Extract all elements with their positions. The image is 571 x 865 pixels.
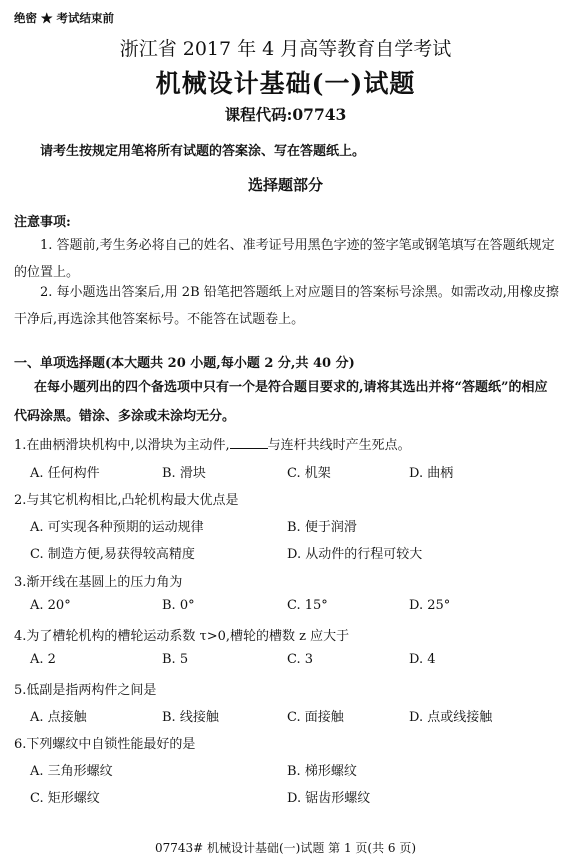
page-footer: 07743# 机械设计基础(一)试题 第 1 页(共 6 页) bbox=[154, 841, 417, 855]
answer-blank bbox=[230, 436, 268, 449]
subject-title: 机械设计基础(一)试题 bbox=[155, 69, 416, 98]
option-2a: A. 可实现各种预期的运动规律 bbox=[30, 520, 204, 535]
option-2c: C. 制造方便,易获得较高精度 bbox=[30, 547, 195, 562]
confidential-mark: 绝密 ★ 考试结束前 bbox=[14, 11, 115, 25]
question-1-stem bbox=[14, 434, 411, 453]
question-stem-after: 与连杆共线时产生死点。 bbox=[267, 438, 411, 453]
question-4-stem: 4.为了槽轮机构的槽轮运动系数 τ>0,槽轮的槽数 z 应大于 bbox=[14, 629, 350, 644]
option-2d: D. 从动件的行程可较大 bbox=[287, 547, 423, 562]
option-1b: B. 滑块 bbox=[162, 466, 206, 481]
option-1c: C. 机架 bbox=[287, 466, 331, 481]
attention-item-1: 1. 答题前,考生务必将自己的姓名、准考证号用黑色字迹的签字笔或钢笔填写在答题纸规定的位置上。 bbox=[14, 238, 555, 280]
option-4a: A. 2 bbox=[30, 652, 56, 667]
option-4d: D. 4 bbox=[409, 652, 436, 667]
option-3b: B. 0° bbox=[162, 598, 195, 613]
option-4c: C. 3 bbox=[287, 652, 314, 667]
option-5d: D. 点或线接触 bbox=[409, 710, 493, 725]
option-6b: B. 梯形螺纹 bbox=[287, 764, 357, 779]
attention-title: 注意事项: bbox=[14, 215, 71, 230]
part-title: 一、单项选择题(本大题共 20 小题,每小题 2 分,共 40 分) bbox=[14, 356, 355, 371]
option-5b: B. 线接触 bbox=[162, 710, 219, 725]
option-3a: A. 20° bbox=[30, 598, 71, 613]
option-3d: D. 25° bbox=[409, 598, 451, 613]
question-stem-before: 1.在曲柄滑块机构中,以滑块为主动件, bbox=[14, 438, 230, 453]
course-code: 课程代码:07743 bbox=[224, 105, 347, 124]
option-5c: C. 面接触 bbox=[287, 710, 344, 725]
option-6d: D. 锯齿形螺纹 bbox=[287, 791, 371, 806]
section-title: 选择题部分 bbox=[247, 176, 323, 194]
part-instruction: 在每小题列出的四个备选项中只有一个是符合题目要求的,请将其选出并将“答题纸”的相应代码涂黑。错涂、多涂或未涂均无分。 bbox=[14, 380, 548, 424]
question-6-stem: 6.下列螺纹中自锁性能最好的是 bbox=[14, 737, 196, 752]
question-3-stem: 3.渐开线在基圆上的压力角为 bbox=[14, 575, 183, 590]
option-5a: A. 点接触 bbox=[30, 710, 87, 725]
answer-notice: 请考生按规定用笔将所有试题的答案涂、写在答题纸上。 bbox=[40, 144, 366, 159]
question-2-stem: 2.与其它机构相比,凸轮机构最大优点是 bbox=[14, 493, 239, 508]
option-4b: B. 5 bbox=[162, 652, 189, 667]
attention-item-2: 2. 每小题选出答案后,用 2B 铅笔把答题纸上对应题目的答案标号涂黑。如需改动,用橡皮擦干净后,再选涂其他答案标号。不能答在试题卷上。 bbox=[14, 285, 559, 327]
option-1a: A. 任何构件 bbox=[30, 466, 100, 481]
option-2b: B. 便于润滑 bbox=[287, 520, 357, 535]
option-3c: C. 15° bbox=[287, 598, 328, 613]
option-6a: A. 三角形螺纹 bbox=[30, 764, 113, 779]
option-1d: D. 曲柄 bbox=[409, 466, 454, 481]
question-5-stem: 5.低副是指两构件之间是 bbox=[14, 683, 157, 698]
exam-title: 浙江省 2017 年 4 月高等教育自学考试 bbox=[119, 38, 452, 60]
option-6c: C. 矩形螺纹 bbox=[30, 791, 100, 806]
